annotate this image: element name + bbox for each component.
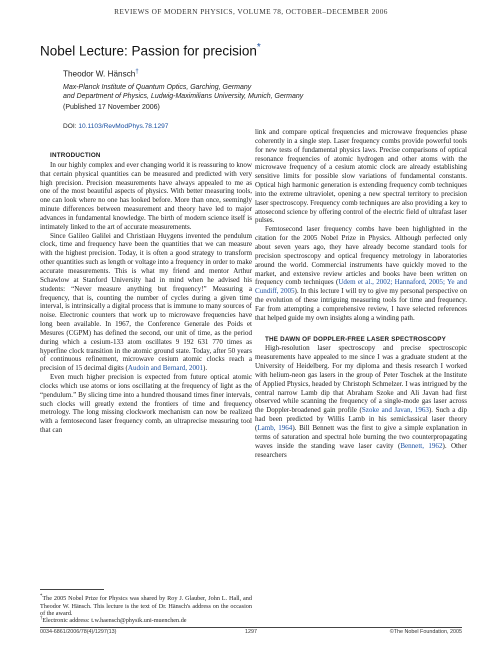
paragraph: In our highly complex and ever changing world it is reassuring to know that certain physical quantities can be measured and predicted with very high precision. Precision measurements have always appealed to me as one of the most beautiful aspects of physics. With better measuring tools, one can look where no one has looked before. More than once, seemingly minute differences between measurement and theory have led to major advances in fundamental knowledge. The birth of modern science itself is intimately linked to the art of accurate measurements. <box>40 160 252 231</box>
footnote-mark: * <box>40 594 43 599</box>
citation-link[interactable]: Udem et al., 2002; Hannaford, 2005; Ye and Cundiff, 2005 <box>255 278 468 296</box>
paragraph: Even much higher precision is expected from future optical atomic clocks which use atoms or ions oscillating at the frequency of light as the “pendulum.” By slicing time into a hundred thousand times finer intervals, such clocks will greatly extend the frontiers of time and frequency metrology. The long missing clockwork mechanism can now be realized with a femtosecond laser frequency comb, an ultraprecise measuring tool that can <box>40 373 252 435</box>
left-column <box>40 152 252 435</box>
doi-link[interactable]: 10.1103/RevModPhys.78.1297 <box>78 123 169 130</box>
right-column <box>255 128 467 459</box>
paragraph-text: High-resolution laser spectroscopy and precise spectroscopic measurements have appealed to me since I was a graduate student at the University of Heidelberg. For my diploma and thesis research I worked with helium-neon gas lasers in the group of Peter Toschek at the Institute of Applied Physics, headed by Christoph Schmelzer. I was intrigued by the central narrow Lamb dip that Abraham Szoke and Ali Javan had first observed while scanning the frequency of a single-mode gas laser across the Doppler-broadened gain profile ( <box>255 344 467 415</box>
footnote-2 <box>40 615 252 625</box>
footer-issn: 0034-6861/2006/78(4)/1297(13) <box>40 629 117 635</box>
paragraph-text: Femtosecond laser frequency combs have been highlighted in the citation for the 2005 Nobel Prize in Physics. Although perfected only about seven years ago, they have already become standard tools for precision spectroscopy and optical frequency metrology in laboratories around the world. Commercial instruments have quickly moved to the market, and extensive review articles and books have been written on frequency comb techniques ( <box>255 225 467 287</box>
article-title <box>40 42 261 59</box>
paragraph <box>40 232 252 374</box>
footnote-text: Electronic address: t.w.haensch@physik.uni-muenchen.de <box>42 617 187 625</box>
citation-link[interactable]: Szoke and Javan, 1963 <box>361 406 429 415</box>
paragraph: link and compare optical frequencies and microwave frequencies phase coherently in a single step. Laser frequency combs provide powerful tools for new tests of fundamental physics laws. Precise comparisons of optical resonance frequencies of atomic hydrogen and other atoms with the microwave frequency of a cesium atomic clock are already establishing sensitive limits for possible slow variations of fundamental constants. Optical high harmonic generation is extending frequency comb techniques into the extreme ultraviolet, opening a new spectral territory to precision laser spectroscopy. Frequency comb techniques are also providing a key to attosecond science by offering control of the electric field of ultrafast laser pulses. <box>255 128 467 225</box>
section-heading-introduction: INTRODUCTION <box>50 152 101 159</box>
footnote-mark: † <box>40 616 43 621</box>
paragraph-text: ). Bill Bennett was the first to give a simple explanation in terms of saturation and spectral hole burning the two counterpropagating waves inside the standing wave laser cavity ( <box>255 424 467 450</box>
affiliation-line-1: Max-Planck Institute of Quantum Optics, Garching, Germany <box>63 84 252 91</box>
published-date: (Published 17 November 2006) <box>63 104 160 111</box>
author-footnote-mark[interactable]: † <box>135 69 139 75</box>
paragraph <box>255 225 467 322</box>
paragraph-text: ). Other researchers <box>255 441 467 459</box>
paragraph-text: Since Galileo Galilei and Christiaan Huygens invented the pendulum clock, time and frequency have been the quantities that we can measure with the highest precision. Today, it is often a good strategy to transform other quantities such as length or voltage into a frequency in order to make accurate measurements. This is what my friend and mentor Arthur Schawlow at Stanford University had in mind when he advised his students: “Never measure anything but frequency!” Measuring a frequency, that is, counting the number of cycles during a given time interval, is intrinsically a digital process that is immune to many sources of noise. Electronic counters that work up to microwave frequencies have long been available. In 1967, the Conference Generale des Poids et Mesures (CGPM) has defined the second, our unit of time, as the period during which a cesium-133 atom oscillates 9 192 631 770 times as hyperfine clock transition in the atomic ground state. Today, after 50 years of continuous refinement, microwave cesium atomic clocks reach a precision of 15 decimal digits ( <box>40 231 252 373</box>
paragraph-text: ). <box>203 364 208 373</box>
paragraph <box>255 344 467 459</box>
doi-line <box>63 123 168 130</box>
title-footnote-mark[interactable]: * <box>256 42 261 53</box>
paragraph-text: ). In this lecture I will try to give my personal perspective on the evolution of these intriguing measuring tools for time and frequency. Far from attempting a comprehensive review, I have selected references that helped guide my own insights along a winding path. <box>255 287 467 322</box>
paragraph-text: ). Such a dip had been predicted by Willis Lamb in his semiclassical laser theory ( <box>255 406 467 432</box>
footnote-divider <box>40 589 104 590</box>
footer-copyright: ©The Nobel Foundation, 2005 <box>389 629 462 635</box>
citation-link[interactable]: Audoin and Bernard, 2001 <box>127 364 204 373</box>
page-number: 1297 <box>245 629 257 635</box>
footnote-text: The 2005 Nobel Prize for Physics was shared by Roy J. Glauber, John L. Hall, and Theodor W. Hänsch. This lecture is the text of Dr. Hänsch's address on the occasion of the award. <box>40 595 252 618</box>
affiliation-line-2: and Department of Physics, Ludwig-Maximilians University, Munich, Germany <box>63 93 304 101</box>
author-name <box>63 69 139 79</box>
doi-label: DOI: <box>63 123 79 130</box>
running-head: REVIEWS OF MODERN PHYSICS, VOLUME 78, OCTOBER–DECEMBER 2006 <box>114 7 388 16</box>
footer-divider <box>40 627 462 628</box>
author-text: Theodor W. Hänsch <box>63 69 136 79</box>
citation-link[interactable]: Lamb, 1964 <box>257 424 293 432</box>
citation-link[interactable]: Bennett, 1962 <box>400 441 443 450</box>
title-text: Nobel Lecture: Passion for precision <box>40 43 257 59</box>
section-heading-doppler-free: THE DAWN OF DOPPLER-FREE LASER SPECTROSCOPY <box>265 335 447 343</box>
affiliation <box>63 83 303 102</box>
